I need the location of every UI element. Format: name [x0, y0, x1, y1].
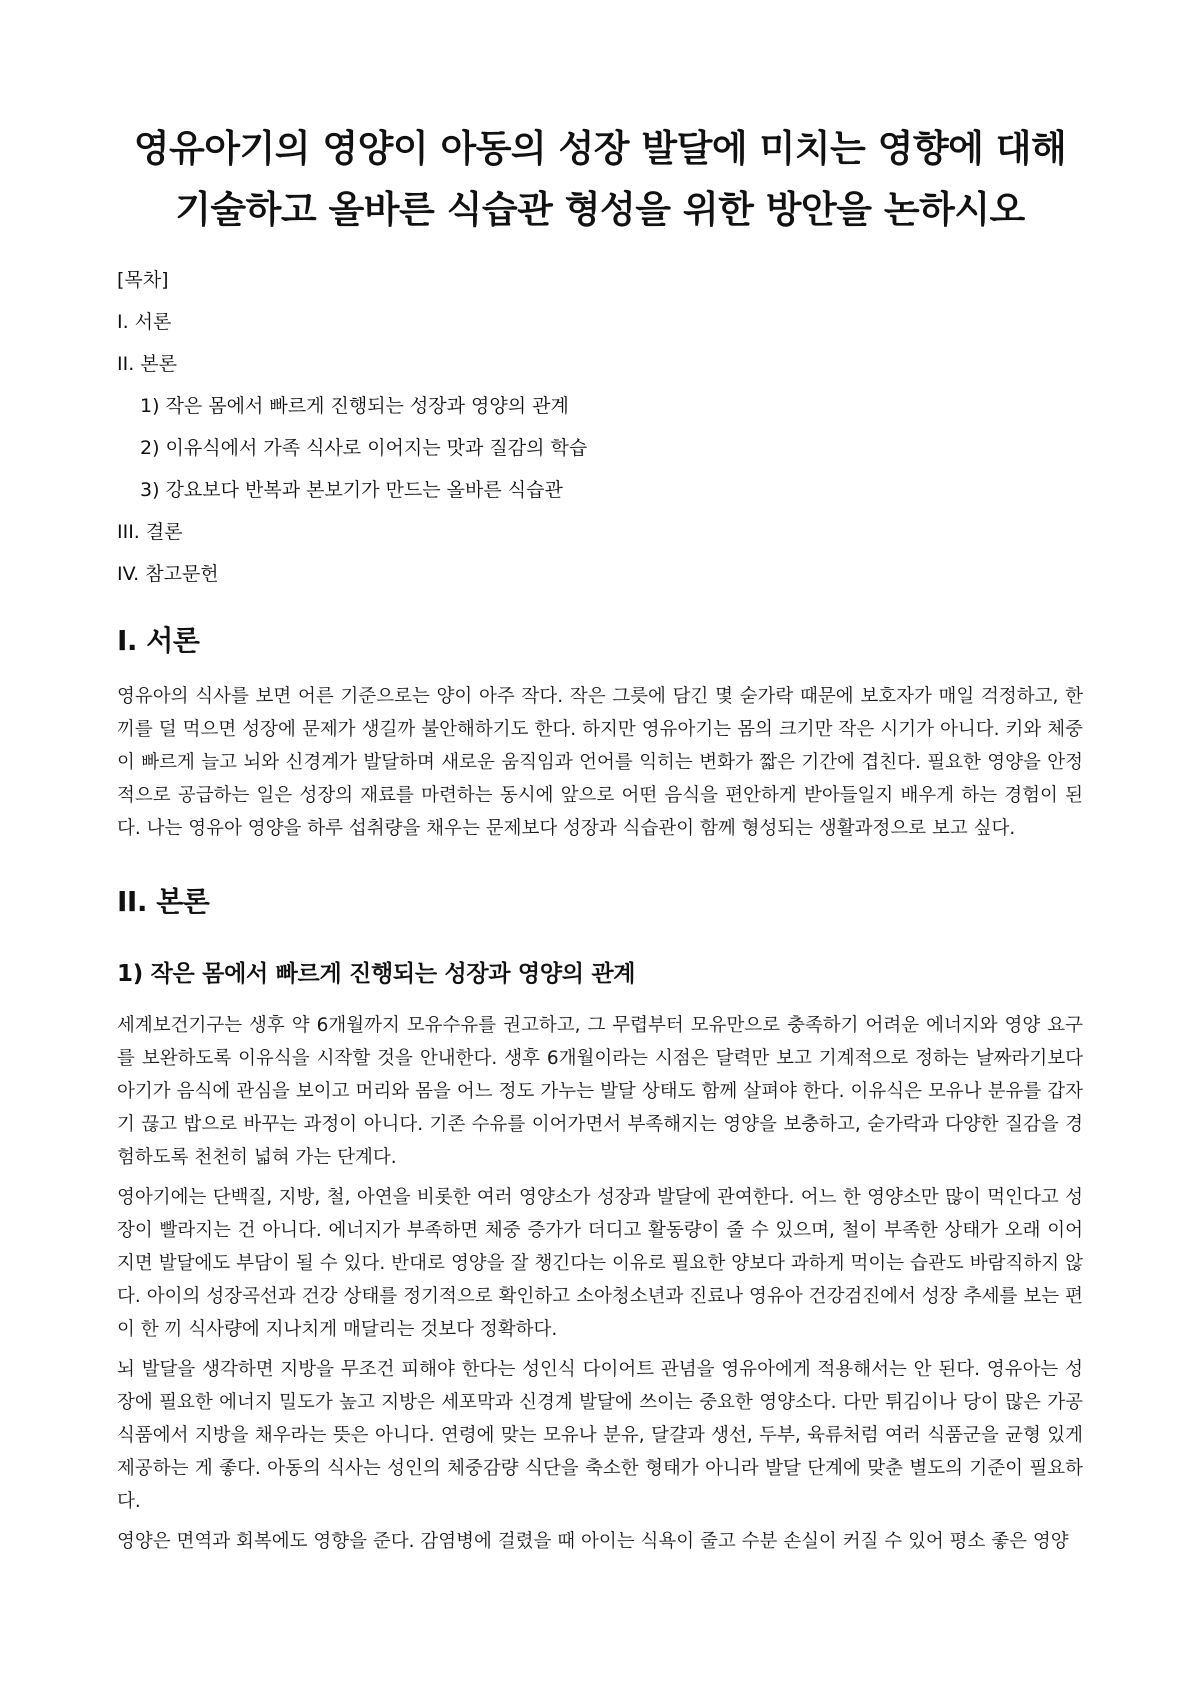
document-page	[117, 118, 1083, 1565]
body-paragraph: 영아기에는 단백질, 지방, 철, 아연을 비롯한 여러 영양소가 성장과 발달에 관여한다. 어느 한 영양소만 많이 먹인다고 성장이 빨라지는 건 아니다. 에너지가 부족하면 체중 증가가 더디고 활동량이 줄 수 있으며, 철이 부족한 상태가 오래 이어지면 발달에도 부담이 될 수 있다. 반대로 영양을 잘 챙긴다는 이유로 필요한 양보다 과하게 먹이는 습관도 바람직하지 않다. 아이의 성장곡선과 건강 상태를 정기적으로 확인하고 소아청소년과 진료나 영유아 건강검진에서 성장 추세를 보는 편이 한 끼 식사량에 지나치게 매달리는 것보다 정확하다.	[117, 1187, 1083, 1340]
toc-item-conclusion: III. 결론	[117, 521, 183, 543]
document-title: 영유아기의 영양이 아동의 성장 발달에 미치는 영향에 대해 기술하고 올바른 식습관 형성을 위한 방안을 논하시오	[133, 127, 1067, 231]
section-heading-introduction: I. 서론	[117, 624, 200, 657]
body-paragraph: 영양은 면역과 회복에도 영향을 준다. 감염병에 걸렸을 때 아이는 식욕이 줄고 수분 손실이 커질 수 있어 평소 좋은 영양	[117, 1531, 1069, 1552]
subsection-heading-growth-nutrition: 1) 작은 몸에서 빠르게 진행되는 성장과 영양의 관계	[117, 961, 636, 987]
toc-heading: [목차]	[117, 269, 169, 291]
toc-item-main-body: II. 본론	[117, 353, 177, 375]
body-paragraph: 뇌 발달을 생각하면 지방을 무조건 피해야 한다는 성인식 다이어트 관념을 영유아에게 적용해서는 안 된다. 영유아는 성장에 필요한 에너지 밀도가 높고 지방은 세포막과 신경계 발달에 쓰이는 중요한 영양소다. 다만 튀김이나 당이 많은 가공식품에서 지방을 채우라는 뜻은 아니다. 연령에 맞는 모유나 분유, 달걀과 생선, 두부, 육류처럼 여러 식품군을 균형 있게 제공하는 게 좋다. 아동의 식사는 성인의 체중감량 식단을 축소한 형태가 아니라 발달 단계에 맞춘 별도의 기준이 필요하다.	[117, 1359, 1083, 1512]
section-heading-main-body: II. 본론	[117, 885, 210, 918]
toc-item-references: IV. 참고문헌	[117, 563, 219, 585]
toc-subitem-weaning-taste: 2) 이유식에서 가족 식사로 이어지는 맛과 질감의 학습	[140, 437, 588, 459]
body-paragraph: 세계보건기구는 생후 약 6개월까지 모유수유를 권고하고, 그 무렵부터 모유만으로 충족하기 어려운 에너지와 영양 요구를 보완하도록 이유식을 시작할 것을 안내한다. 생후 6개월이라는 시점은 달력만 보고 기계적으로 정하는 날짜라기보다 아기가 음식에 관심을 보이고 머리와 몸을 어느 정도 가누는 발달 상태도 함께 살펴야 한다. 이유식은 모유나 분유를 갑자기 끊고 밥으로 바꾸는 과정이 아니다. 기존 수유를 이어가면서 부족해지는 영양을 보충하고, 숟가락과 다양한 질감을 경험하도록 천천히 넓혀 가는 단계다.	[117, 1015, 1083, 1168]
toc-subitem-growth-nutrition: 1) 작은 몸에서 빠르게 진행되는 성장과 영양의 관계	[140, 395, 569, 417]
toc-subitem-eating-habits: 3) 강요보다 반복과 본보기가 만드는 올바른 식습관	[140, 479, 563, 501]
intro-paragraph: 영유아의 식사를 보면 어른 기준으로는 양이 아주 작다. 작은 그릇에 담긴 몇 숟가락 때문에 보호자가 매일 걱정하고, 한 끼를 덜 먹으면 성장에 문제가 생길까 불안해하기도 한다. 하지만 영유아기는 몸의 크기만 작은 시기가 아니다. 키와 체중이 빠르게 늘고 뇌와 신경계가 발달하며 새로운 움직임과 언어를 익히는 변화가 짧은 기간에 겹친다. 필요한 영양을 안정적으로 공급하는 일은 성장의 재료를 마련하는 동시에 앞으로 어떤 음식을 편안하게 받아들일지 배우게 하는 경험이 된다. 나는 영유아 영양을 하루 섭취량을 채우는 문제보다 성장과 식습관이 함께 형성되는 생활과정으로 보고 싶다.	[117, 686, 1083, 839]
toc-item-introduction: I. 서론	[117, 311, 172, 333]
table-of-contents	[117, 268, 1083, 586]
